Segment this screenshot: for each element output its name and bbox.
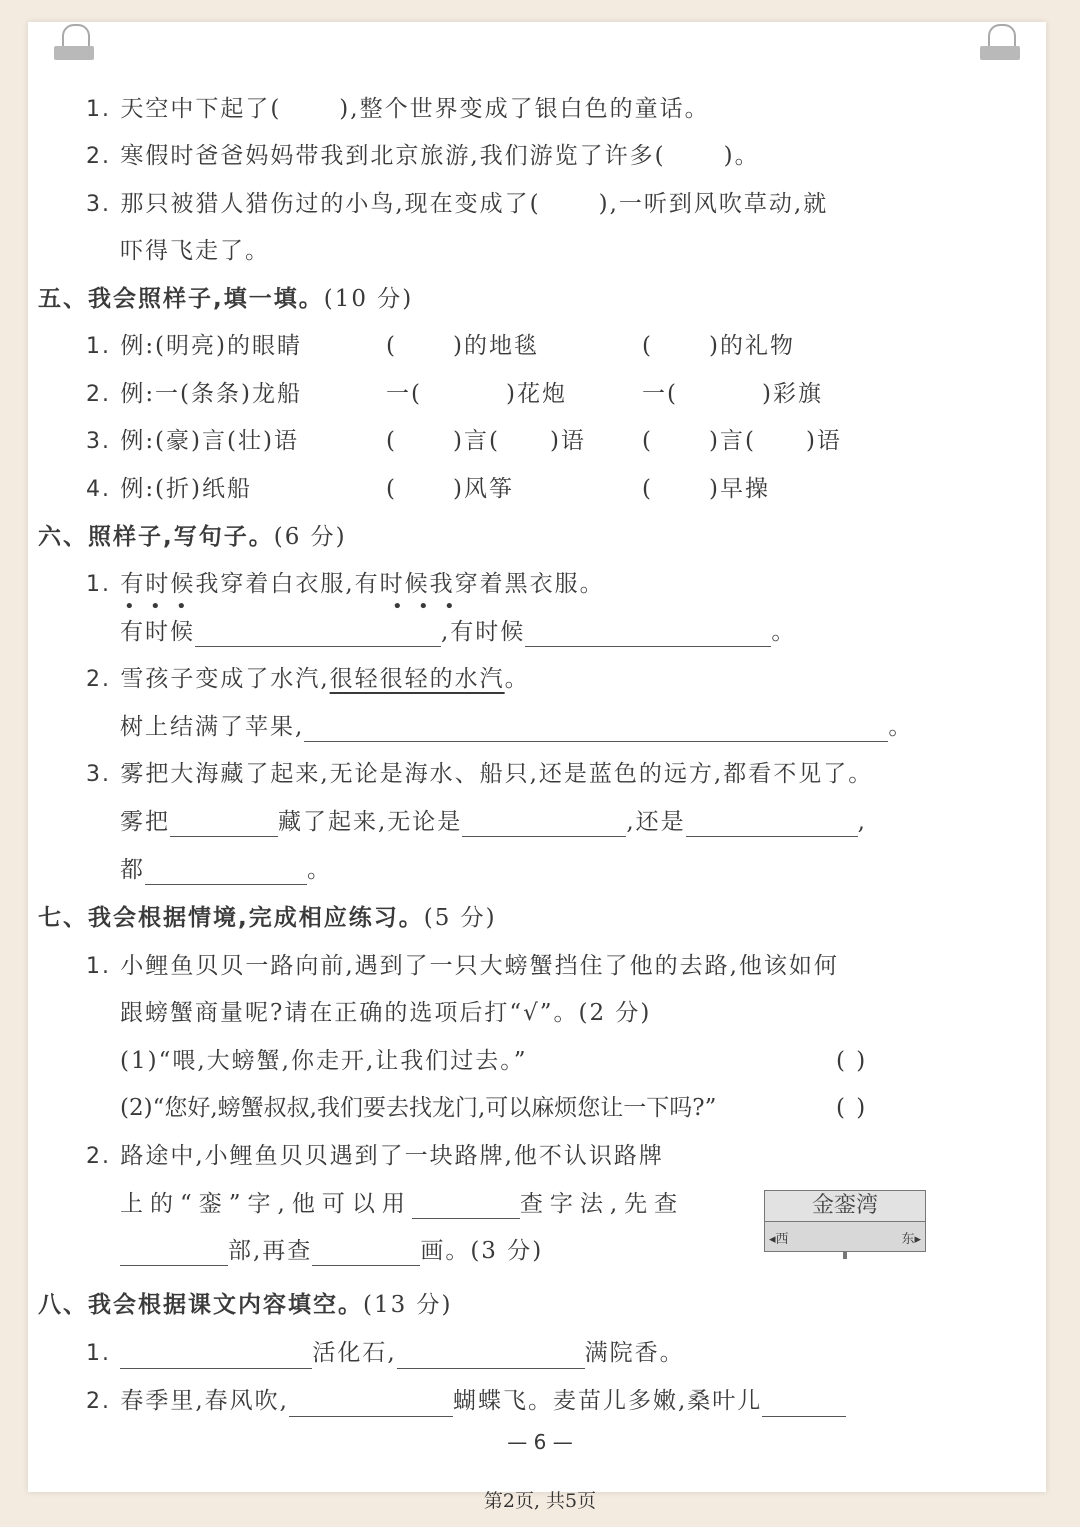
sec7-item-2-line-2[interactable]: 上的“銮”字,他可以用 查字法,先查 — [120, 1191, 685, 1217]
sec5-row-1-blank-1[interactable]: ( )的地毯 — [386, 333, 539, 359]
sec5-row-3-blank-2[interactable]: ( )言( )语 — [642, 428, 842, 454]
binder-clip-right — [980, 22, 1020, 66]
sec5-row-4: 4. 例:(折)纸船 — [86, 476, 253, 502]
sec7-item-2-line-3[interactable]: 部,再查 画。(3 分) — [120, 1236, 543, 1266]
q4-item-1: 1. 天空中下起了( ),整个世界变成了银白色的童话。 — [86, 96, 710, 122]
sec7-option-2-checkbox[interactable]: ( ) — [836, 1095, 868, 1121]
sec7-option-1: (1)“喂,大螃蟹,你走开,让我们过去。” — [120, 1048, 528, 1074]
pagination-footer: 第2页, 共5页 — [483, 1490, 597, 1512]
section-8-heading: 八、我会根据课文内容填空。(13 分) — [38, 1292, 453, 1318]
sec7-item-2: 2. 路途中,小鲤鱼贝贝遇到了一块路牌,他不认识路牌 — [86, 1143, 664, 1169]
road-sign-west: ◂西 — [769, 1232, 789, 1247]
sec5-row-1: 1. 例:(明亮)的眼睛 — [86, 333, 303, 359]
sec5-row-4-blank-2[interactable]: ( )早操 — [642, 476, 770, 502]
sec8-item-1[interactable]: 1. 活化石, 满院香。 — [86, 1338, 685, 1369]
q4-item-2: 2. 寒假时爸爸妈妈带我到北京旅游,我们游览了许多( )。 — [86, 143, 760, 169]
sec6-item-1: 1. 有时候我穿着白衣服,有时候我穿着黑衣服。 — [86, 571, 605, 597]
road-sign — [764, 1190, 926, 1252]
section-5-heading: 五、我会照样子,填一填。(10 分) — [38, 286, 414, 312]
sec7-option-1-checkbox[interactable]: ( ) — [836, 1048, 868, 1074]
sec5-row-2-blank-1[interactable]: 一( )花炮 — [386, 381, 567, 407]
sec6-item-3-answer-cont[interactable]: 都 。 — [120, 857, 332, 883]
sec8-item-2[interactable]: 2. 春季里,春风吹, 蝴蝶飞。麦苗儿多嫩,桑叶儿 — [86, 1386, 846, 1417]
road-sign-east: 东▸ — [901, 1232, 921, 1247]
sec6-item-1-answer[interactable]: 有时候 ,有时候 。 — [120, 619, 797, 645]
sec7-item-1: 1. 小鲤鱼贝贝一路向前,遇到了一只大螃蟹挡住了他的去路,他该如何 — [86, 953, 839, 979]
q4-item-3: 3. 那只被猎人猎伤过的小鸟,现在变成了( ),一听到风吹草动,就 — [86, 191, 829, 217]
sec5-row-3-blank-1[interactable]: ( )言( )语 — [386, 428, 586, 454]
sec7-option-2: (2)“您好,螃蟹叔叔,我们要去找龙门,可以麻烦您让一下吗?” — [120, 1095, 717, 1121]
sec5-row-4-blank-1[interactable]: ( )风筝 — [386, 476, 514, 502]
sec6-item-2: 2. 雪孩子变成了水汽,很轻很轻的水汽。 — [86, 666, 530, 692]
sec5-row-3: 3. 例:(豪)言(壮)语 — [86, 428, 299, 454]
sec5-row-2-blank-2[interactable]: 一( )彩旗 — [642, 381, 823, 407]
sec6-item-2-answer[interactable]: 树上结满了苹果, 。 — [120, 714, 914, 740]
section-7-heading: 七、我会根据情境,完成相应练习。(5 分) — [38, 905, 497, 931]
section-6-heading: 六、照样子,写句子。(6 分) — [38, 524, 347, 550]
page-number: — 6 — — [507, 1430, 573, 1454]
q4-item-3-continued: 吓得飞走了。 — [120, 238, 270, 264]
sec6-item-3: 3. 雾把大海藏了起来,无论是海水、船只,还是蓝色的远方,都看不见了。 — [86, 761, 874, 787]
sec5-row-2: 2. 例:一(条条)龙船 — [86, 381, 303, 407]
sec5-row-1-blank-2[interactable]: ( )的礼物 — [642, 333, 795, 359]
road-sign-name: 金銮湾 — [765, 1191, 925, 1222]
sec6-item-3-answer[interactable]: 雾把 藏了起来,无论是 ,还是 , — [120, 809, 867, 835]
binder-clip-left — [54, 22, 94, 66]
sec7-item-1-cont: 跟螃蟹商量呢?请在正确的选项后打“√”。(2 分) — [120, 1000, 652, 1026]
